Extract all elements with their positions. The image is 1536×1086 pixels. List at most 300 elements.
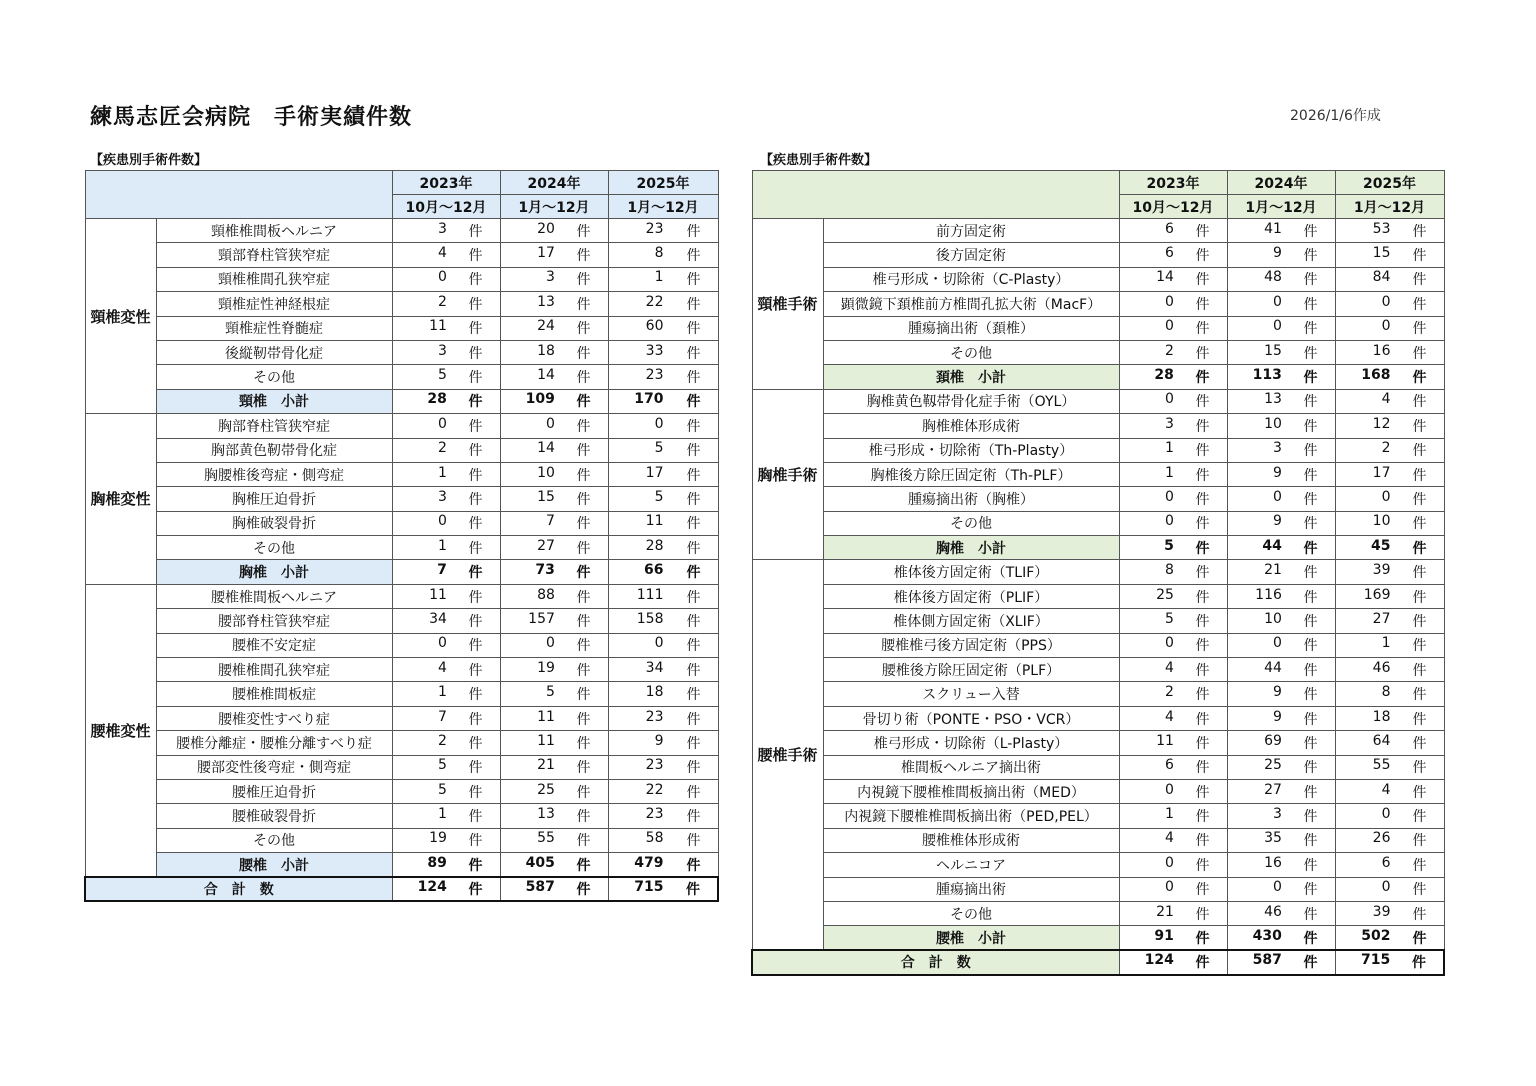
- count-value: 169: [1363, 586, 1391, 603]
- count-cell: [1227, 682, 1335, 706]
- row-label: 椎弓形成・切除術（Th-Plasty）: [823, 438, 1119, 462]
- row-label: 胸椎圧迫骨折: [156, 487, 392, 511]
- count-value: 502: [1361, 927, 1391, 944]
- count-cell: [1119, 389, 1227, 413]
- group-label: 胸椎手術: [752, 389, 823, 560]
- total-label: 合 計 数: [752, 950, 1119, 974]
- count-value: 21: [537, 757, 555, 774]
- count-value: 6: [1164, 245, 1174, 262]
- total-cell: [1335, 950, 1444, 974]
- count-unit: 件: [468, 638, 483, 655]
- total-row: [85, 877, 718, 901]
- row-label: 腰椎変性すべり症: [156, 706, 392, 730]
- count-unit: 件: [1303, 613, 1318, 630]
- count-value: 27: [537, 537, 555, 554]
- count-unit: 件: [686, 760, 701, 777]
- count-value: 405: [525, 854, 555, 871]
- count-cell: [392, 340, 500, 364]
- row-label: 腰椎分離症・腰椎分離すべり症: [156, 731, 392, 755]
- count-value: 0: [437, 513, 447, 530]
- count-unit: 件: [576, 833, 591, 850]
- count-value: 46: [1264, 903, 1282, 920]
- header-blank-cell: [85, 171, 392, 219]
- count-value: 0: [1272, 293, 1282, 310]
- count-cell: [392, 487, 500, 511]
- count-cell: [608, 828, 718, 852]
- table-row: [752, 633, 1444, 657]
- row-label: その他: [823, 511, 1119, 535]
- table-row: [752, 584, 1444, 608]
- table-row: [85, 267, 718, 291]
- count-value: 2: [1381, 440, 1391, 457]
- column-range-2: 1月～12月: [1335, 195, 1444, 219]
- subtotal-label: 胸椎 小計: [823, 536, 1119, 560]
- count-unit: 件: [1195, 516, 1210, 533]
- row-label: 椎体側方固定術（XLIF）: [823, 609, 1119, 633]
- subtotal-cell: [1119, 536, 1227, 560]
- count-cell: [392, 316, 500, 340]
- count-unit: 件: [468, 223, 483, 240]
- count-cell: [1227, 292, 1335, 316]
- subtotal-cell: [608, 560, 718, 584]
- count-unit: 件: [1412, 565, 1427, 582]
- count-unit: 件: [1303, 296, 1318, 313]
- count-unit: 件: [1412, 272, 1427, 289]
- count-unit: 件: [1412, 491, 1427, 508]
- count-cell: [392, 219, 500, 243]
- count-unit: 件: [1412, 418, 1427, 435]
- count-unit: 件: [1195, 955, 1210, 972]
- count-value: 88: [537, 586, 555, 603]
- table-row: [85, 414, 718, 438]
- count-unit: 件: [1412, 735, 1427, 752]
- subtotal-cell: [1227, 926, 1335, 950]
- count-unit: 件: [576, 223, 591, 240]
- count-unit: 件: [1303, 906, 1318, 923]
- row-label: 頸椎椎間孔狭窄症: [156, 267, 392, 291]
- count-unit: 件: [1195, 443, 1210, 460]
- count-cell: [608, 755, 718, 779]
- count-value: 0: [1272, 879, 1282, 896]
- count-cell: [500, 779, 608, 803]
- count-value: 10: [1264, 415, 1282, 432]
- count-value: 4: [1164, 830, 1174, 847]
- count-cell: [392, 414, 500, 438]
- count-cell: [500, 219, 608, 243]
- table-row: [752, 828, 1444, 852]
- count-value: 20: [537, 220, 555, 237]
- count-unit: 件: [1195, 882, 1210, 899]
- count-value: 14: [537, 367, 555, 384]
- count-value: 23: [645, 806, 664, 823]
- count-value: 11: [1156, 732, 1174, 749]
- count-value: 26: [1372, 830, 1391, 847]
- count-value: 15: [1264, 342, 1282, 359]
- row-label: その他: [156, 536, 392, 560]
- count-unit: 件: [1412, 833, 1427, 850]
- count-unit: 件: [686, 491, 701, 508]
- count-unit: 件: [576, 857, 591, 874]
- count-value: 55: [1372, 757, 1391, 774]
- count-value: 3: [1272, 806, 1282, 823]
- count-value: 3: [437, 488, 447, 505]
- count-unit: 件: [1303, 223, 1318, 240]
- row-label: 腰椎椎体形成術: [823, 828, 1119, 852]
- count-cell: [392, 462, 500, 486]
- count-value: 0: [1164, 854, 1174, 871]
- count-cell: [500, 243, 608, 267]
- count-unit: 件: [576, 418, 591, 435]
- count-cell: [1227, 633, 1335, 657]
- count-unit: 件: [1195, 784, 1210, 801]
- count-cell: [1227, 243, 1335, 267]
- count-unit: 件: [1412, 662, 1427, 679]
- count-value: 28: [1154, 367, 1174, 384]
- count-value: 19: [537, 659, 555, 676]
- count-cell: [1119, 243, 1227, 267]
- count-value: 11: [645, 513, 664, 530]
- count-value: 10: [1264, 610, 1282, 627]
- count-value: 5: [545, 684, 555, 701]
- count-value: 9: [1272, 684, 1282, 701]
- table-row: [85, 731, 718, 755]
- row-label: その他: [156, 828, 392, 852]
- count-value: 4: [1381, 391, 1391, 408]
- count-unit: 件: [1412, 711, 1427, 728]
- count-unit: 件: [686, 345, 701, 362]
- count-value: 8: [1164, 562, 1174, 579]
- row-label: 腫瘍摘出術（胸椎）: [823, 487, 1119, 511]
- count-unit: 件: [1303, 638, 1318, 655]
- count-cell: [392, 682, 500, 706]
- count-cell: [500, 340, 608, 364]
- count-unit: 件: [468, 565, 483, 582]
- count-value: 64: [1372, 732, 1391, 749]
- count-value: 23: [645, 708, 664, 725]
- count-unit: 件: [576, 638, 591, 655]
- count-cell: [500, 316, 608, 340]
- count-unit: 件: [1412, 540, 1427, 557]
- count-value: 1: [437, 464, 447, 481]
- count-unit: 件: [468, 687, 483, 704]
- count-value: 8: [654, 245, 664, 262]
- count-value: 170: [634, 391, 664, 408]
- count-value: 124: [417, 879, 447, 896]
- row-label: 腰椎椎間板症: [156, 682, 392, 706]
- count-cell: [1335, 731, 1444, 755]
- count-value: 44: [1264, 659, 1282, 676]
- count-cell: [608, 706, 718, 730]
- count-unit: 件: [1195, 735, 1210, 752]
- table-row: [85, 365, 718, 389]
- count-unit: 件: [1195, 906, 1210, 923]
- subtotal-cell: [392, 853, 500, 877]
- table-row: [752, 877, 1444, 901]
- count-cell: [1335, 511, 1444, 535]
- count-value: 0: [545, 635, 555, 652]
- count-unit: 件: [1195, 394, 1210, 411]
- count-cell: [1119, 609, 1227, 633]
- count-cell: [500, 658, 608, 682]
- subtotal-label: 胸椎 小計: [156, 560, 392, 584]
- count-value: 0: [437, 269, 447, 286]
- count-value: 2: [437, 732, 447, 749]
- count-value: 0: [1164, 513, 1174, 530]
- row-label: 椎弓形成・切除術（L-Plasty）: [823, 731, 1119, 755]
- count-cell: [1335, 292, 1444, 316]
- count-cell: [1227, 584, 1335, 608]
- count-value: 27: [1264, 781, 1282, 798]
- total-cell: [1227, 950, 1335, 974]
- count-value: 21: [1156, 903, 1174, 920]
- row-label: 腰椎椎弓後方固定術（PPS）: [823, 633, 1119, 657]
- count-unit: 件: [468, 467, 483, 484]
- count-unit: 件: [576, 760, 591, 777]
- count-value: 3: [437, 342, 447, 359]
- table-row: [85, 609, 718, 633]
- count-unit: 件: [1303, 882, 1318, 899]
- count-cell: [392, 292, 500, 316]
- count-value: 0: [1272, 635, 1282, 652]
- table-row: [752, 901, 1444, 925]
- count-value: 18: [537, 342, 555, 359]
- count-unit: 件: [1195, 296, 1210, 313]
- count-unit: 件: [1303, 394, 1318, 411]
- row-label: 顕微鏡下頚椎前方椎間孔拡大術（MacF）: [823, 292, 1119, 316]
- count-cell: [1335, 901, 1444, 925]
- count-cell: [1335, 633, 1444, 657]
- table-row: [752, 682, 1444, 706]
- count-value: 25: [537, 781, 555, 798]
- count-value: 45: [1371, 537, 1391, 554]
- count-value: 7: [437, 708, 447, 725]
- count-cell: [392, 267, 500, 291]
- count-unit: 件: [468, 321, 483, 338]
- count-cell: [608, 438, 718, 462]
- row-label: 胸椎破裂骨折: [156, 511, 392, 535]
- count-unit: 件: [1412, 370, 1427, 387]
- subtotal-cell: [1335, 536, 1444, 560]
- count-unit: 件: [1412, 516, 1427, 533]
- count-unit: 件: [1303, 321, 1318, 338]
- count-unit: 件: [1412, 930, 1427, 947]
- count-unit: 件: [1303, 857, 1318, 874]
- subtotal-cell: [1227, 536, 1335, 560]
- count-cell: [392, 804, 500, 828]
- group-label: 胸椎変性: [85, 414, 156, 585]
- count-unit: 件: [686, 394, 701, 411]
- count-unit: 件: [1195, 613, 1210, 630]
- count-cell: [1119, 560, 1227, 584]
- count-value: 1: [1164, 440, 1174, 457]
- count-cell: [1227, 755, 1335, 779]
- count-cell: [1227, 731, 1335, 755]
- count-cell: [1227, 219, 1335, 243]
- count-cell: [1119, 340, 1227, 364]
- count-value: 10: [1372, 513, 1391, 530]
- count-unit: 件: [576, 272, 591, 289]
- subtotal-cell: [1119, 365, 1227, 389]
- count-unit: 件: [1303, 467, 1318, 484]
- count-unit: 件: [1412, 467, 1427, 484]
- table-row: [752, 389, 1444, 413]
- count-unit: 件: [1195, 565, 1210, 582]
- count-unit: 件: [686, 248, 701, 265]
- count-cell: [1227, 658, 1335, 682]
- count-unit: 件: [468, 662, 483, 679]
- count-value: 0: [437, 415, 447, 432]
- count-value: 11: [429, 586, 447, 603]
- count-unit: 件: [576, 784, 591, 801]
- count-unit: 件: [1195, 638, 1210, 655]
- count-unit: 件: [468, 809, 483, 826]
- count-cell: [608, 658, 718, 682]
- count-cell: [608, 511, 718, 535]
- count-unit: 件: [468, 394, 483, 411]
- table-row: [752, 219, 1444, 243]
- count-unit: 件: [576, 735, 591, 752]
- subtotal-row: [752, 365, 1444, 389]
- total-cell: [392, 877, 500, 901]
- count-unit: 件: [468, 735, 483, 752]
- count-cell: [1119, 438, 1227, 462]
- count-value: 11: [429, 318, 447, 335]
- count-value: 33: [645, 342, 664, 359]
- count-cell: [392, 755, 500, 779]
- count-unit: 件: [686, 321, 701, 338]
- count-value: 28: [645, 537, 664, 554]
- count-value: 168: [1361, 367, 1391, 384]
- count-unit: 件: [1195, 248, 1210, 265]
- count-value: 157: [528, 610, 555, 627]
- row-label: 頸部脊柱管狭窄症: [156, 243, 392, 267]
- count-cell: [500, 462, 608, 486]
- column-year-0: 2023年: [1119, 171, 1227, 195]
- count-value: 4: [1164, 659, 1174, 676]
- row-label: 後方固定術: [823, 243, 1119, 267]
- count-value: 0: [654, 635, 664, 652]
- count-value: 60: [645, 318, 664, 335]
- table-row: [752, 658, 1444, 682]
- row-label: 骨切り術（PONTE・PSO・VCR）: [823, 706, 1119, 730]
- count-unit: 件: [1412, 784, 1427, 801]
- count-unit: 件: [686, 857, 701, 874]
- table-row: [752, 438, 1444, 462]
- count-value: 18: [1372, 708, 1391, 725]
- group-label: 腰椎変性: [85, 584, 156, 877]
- count-unit: 件: [576, 540, 591, 557]
- count-unit: 件: [1412, 638, 1427, 655]
- count-value: 9: [1272, 513, 1282, 530]
- count-unit: 件: [576, 516, 591, 533]
- count-value: 9: [1272, 464, 1282, 481]
- count-value: 0: [437, 635, 447, 652]
- count-cell: [608, 633, 718, 657]
- count-unit: 件: [686, 662, 701, 679]
- count-cell: [1119, 853, 1227, 877]
- count-unit: 件: [1303, 516, 1318, 533]
- count-unit: 件: [686, 565, 701, 582]
- count-unit: 件: [468, 443, 483, 460]
- row-label: 腰椎圧迫骨折: [156, 779, 392, 803]
- count-cell: [1119, 219, 1227, 243]
- count-cell: [608, 340, 718, 364]
- table-row: [752, 804, 1444, 828]
- count-unit: 件: [468, 857, 483, 874]
- count-value: 1: [1164, 464, 1174, 481]
- count-cell: [1119, 584, 1227, 608]
- count-cell: [392, 536, 500, 560]
- count-cell: [1119, 658, 1227, 682]
- count-value: 66: [644, 562, 664, 579]
- count-unit: 件: [468, 296, 483, 313]
- table-row: [85, 828, 718, 852]
- count-value: 1: [437, 806, 447, 823]
- count-value: 34: [429, 610, 447, 627]
- count-value: 9: [1272, 245, 1282, 262]
- count-unit: 件: [576, 248, 591, 265]
- row-label: その他: [823, 901, 1119, 925]
- count-cell: [500, 511, 608, 535]
- count-unit: 件: [468, 540, 483, 557]
- count-value: 39: [1372, 562, 1391, 579]
- count-unit: 件: [1303, 760, 1318, 777]
- count-cell: [500, 536, 608, 560]
- count-cell: [1335, 487, 1444, 511]
- count-unit: 件: [1303, 589, 1318, 606]
- count-unit: 件: [686, 687, 701, 704]
- count-cell: [1227, 389, 1335, 413]
- count-unit: 件: [1303, 930, 1318, 947]
- count-value: 5: [654, 440, 664, 457]
- row-label: 胸部黄色靭帯骨化症: [156, 438, 392, 462]
- table-row: [752, 487, 1444, 511]
- count-cell: [1119, 292, 1227, 316]
- count-cell: [1119, 706, 1227, 730]
- count-cell: [1119, 414, 1227, 438]
- count-value: 10: [537, 464, 555, 481]
- count-value: 109: [525, 391, 555, 408]
- count-unit: 件: [686, 370, 701, 387]
- row-label: 腰椎後方除圧固定術（PLF）: [823, 658, 1119, 682]
- count-value: 0: [1272, 488, 1282, 505]
- count-cell: [392, 779, 500, 803]
- count-cell: [608, 414, 718, 438]
- count-cell: [1227, 877, 1335, 901]
- count-cell: [500, 755, 608, 779]
- count-unit: 件: [468, 345, 483, 362]
- count-unit: 件: [1412, 809, 1427, 826]
- count-unit: 件: [1303, 272, 1318, 289]
- count-unit: 件: [1303, 443, 1318, 460]
- total-label: 合 計 数: [85, 877, 392, 901]
- count-value: 0: [654, 415, 664, 432]
- count-unit: 件: [1412, 394, 1427, 411]
- count-unit: 件: [1303, 735, 1318, 752]
- subtotal-row: [752, 926, 1444, 950]
- group-label: 腰椎手術: [752, 560, 823, 950]
- count-cell: [500, 609, 608, 633]
- table-row: [752, 414, 1444, 438]
- row-label: スクリュー入替: [823, 682, 1119, 706]
- row-label: 後縦靭帯骨化症: [156, 340, 392, 364]
- count-cell: [1335, 682, 1444, 706]
- subtotal-cell: [392, 560, 500, 584]
- count-cell: [500, 487, 608, 511]
- count-cell: [1119, 877, 1227, 901]
- section-label-right: 【疾患別手術件数】: [760, 153, 878, 168]
- count-unit: 件: [468, 516, 483, 533]
